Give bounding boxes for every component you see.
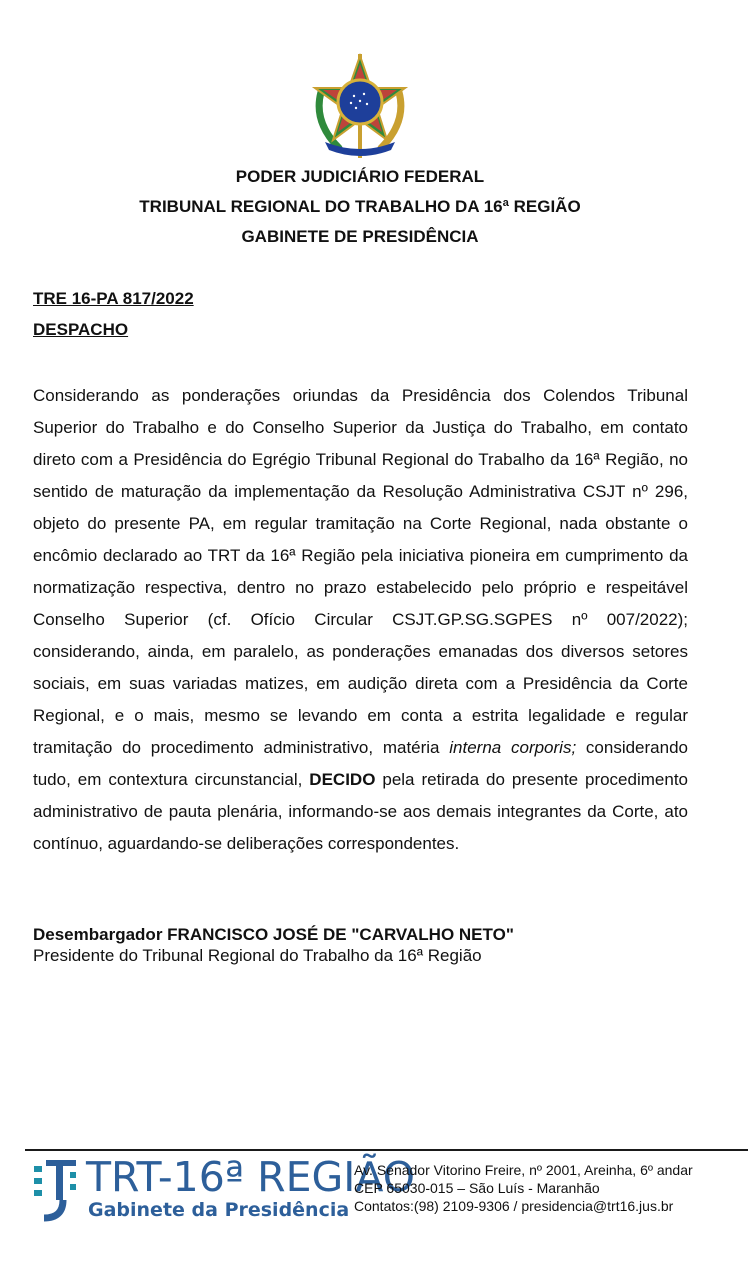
footer-address-2: CEP 65030-015 – São Luís - Maranhão [354, 1180, 600, 1196]
logo-subtitle: Gabinete da Presidência [88, 1199, 350, 1221]
despacho-body [33, 380, 688, 860]
header-line-1: PODER JUDICIÁRIO FEDERAL [235, 167, 485, 186]
footer-address-1: Av. Senador Vitorino Freire, nº 2001, Areinha, 6º andar [354, 1162, 693, 1178]
brazil-coat-of-arms-icon [309, 52, 411, 160]
document-type: DESPACHO [33, 320, 129, 339]
footer-divider [25, 1149, 748, 1151]
signature-role: Presidente do Tribunal Regional do Trabalho da 16ª Região [33, 946, 482, 965]
footer-contacts: Contatos:(98) 2109-9306 / presidencia@trt16.jus.br [354, 1198, 674, 1214]
document-reference: TRE 16-PA 817/2022 [33, 289, 194, 308]
body-part-1: Considerando as ponderações oriundas da Presidência dos Colendos Tribunal Superior do Trabalho e do Conselho Superior da Justiça do Trabalho, em contato direto com a Presidência do Egrégio Tribunal Regional do Trabalho da 16ª Região, no sentido de maturação da implementação da Resolução Administrativa CSJT nº 296, objeto do presente PA, em regular tramitação na Corte Regional, nada obstante o encômio declarado ao TRT da 16ª Região pela iniciativa pioneira em cumprimento da normatização respectiva, dentro no prazo estabelecido pelo próprio e respeitável Conselho Superior (cf. Ofício Circular CSJT.GP.SG.SGPES nº 007/2022); considerando, ainda, em paralelo, as ponderações emanadas dos diversos setores sociais, em suas variadas matizes, em audição direta com a Presidência da Corte Regional, e o mais, mesmo se levando em conta a estrita legalidade e regular tramitação do procedimento administrativo, matéria [33, 386, 688, 757]
header-line-3: GABINETE DE PRESIDÊNCIA [241, 227, 479, 246]
trt16-logo-mark-icon [30, 1152, 80, 1224]
logo-title: TRT-16ª REGIÃO [86, 1153, 416, 1201]
signature-name: Desembargador FRANCISCO JOSÉ DE "CARVALHO NETO" [33, 925, 514, 944]
body-part-2: considerando tudo, em contextura circunstancial, [33, 738, 688, 789]
trt16-logo [30, 1152, 416, 1224]
body-part-3: pela retirada do presente procedimento administrativo de pauta plenária, informando-se aos demais integrantes da Corte, ato contínuo, aguardando-se deliberações correspondentes. [33, 770, 688, 853]
body-italic: interna corporis; [449, 738, 577, 757]
body-decision: DECIDO [309, 770, 376, 789]
header-line-2: TRIBUNAL REGIONAL DO TRABALHO DA 16ª REGIÃO [139, 197, 581, 216]
